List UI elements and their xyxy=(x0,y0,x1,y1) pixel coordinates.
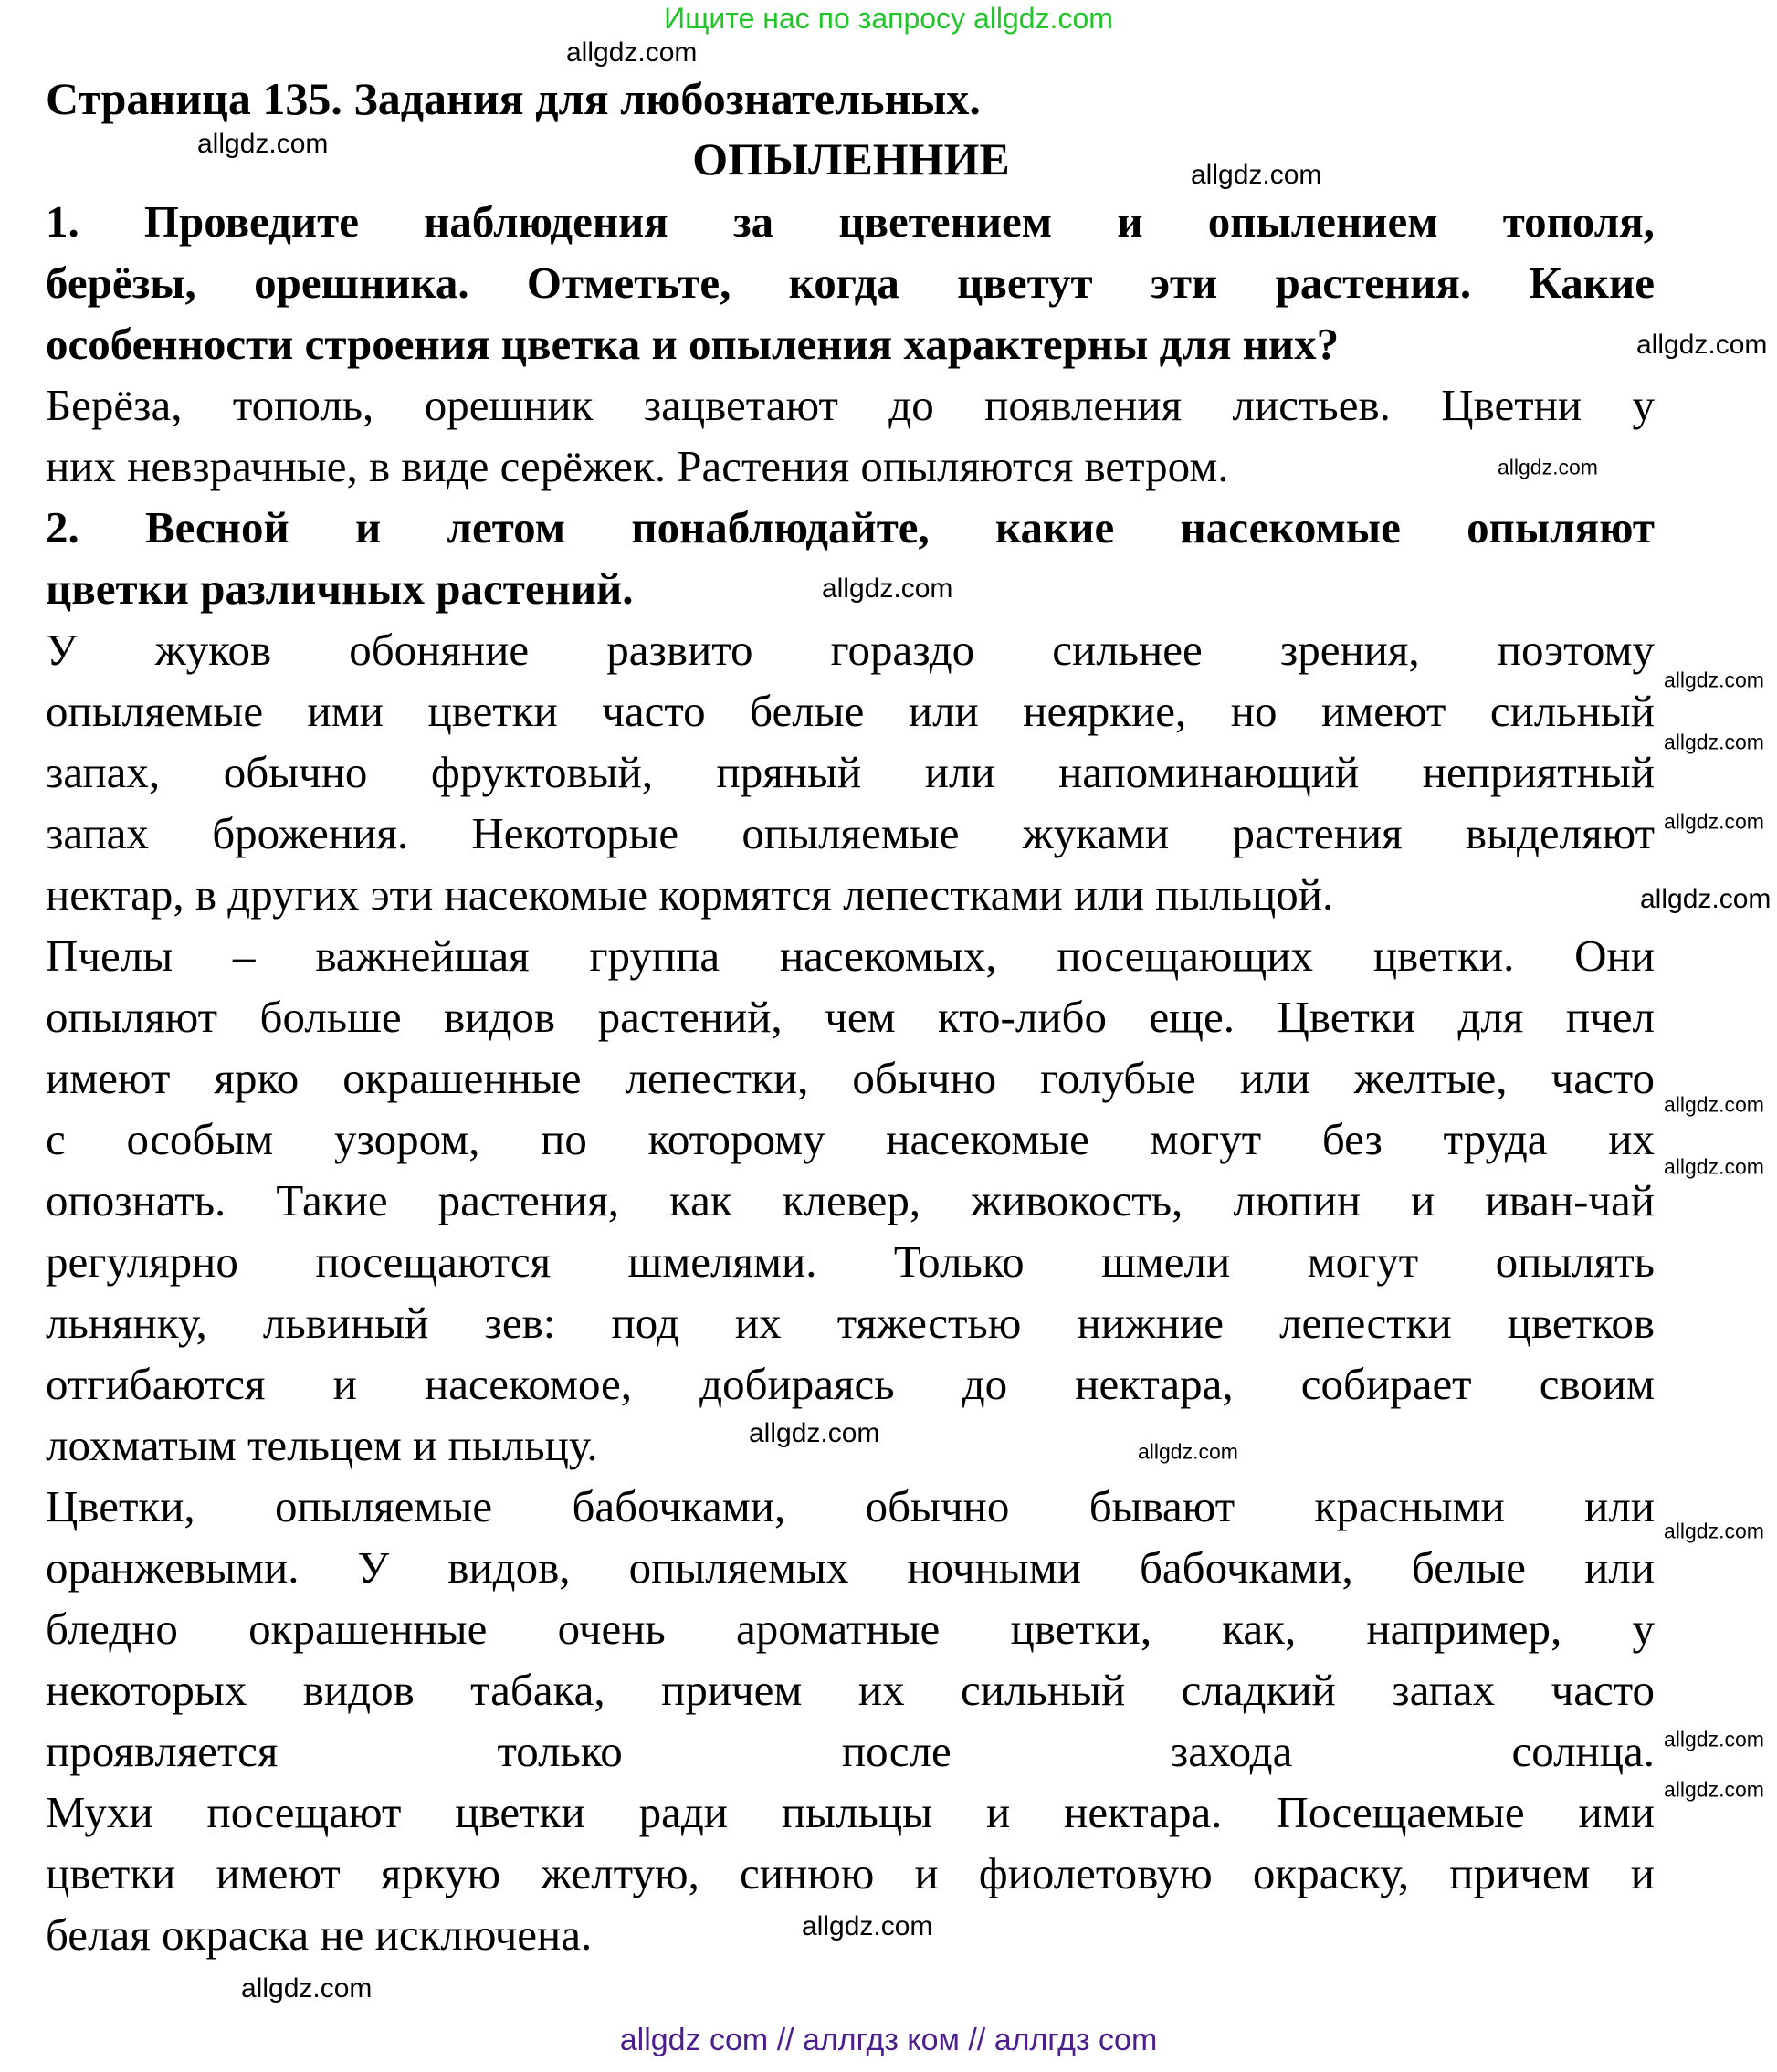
watermark: allgdz.com xyxy=(1664,1727,1764,1751)
text-line: запах брожения. Некоторые опыляемые жуками растения выделяют xyxy=(46,808,1655,858)
question-line: берёзы, орешника. Отметьте, когда цветут эти растения. Какие xyxy=(46,258,1655,308)
question-line: особенности строения цветка и опыления характерны для них? xyxy=(46,319,1340,369)
watermark: allgdz.com xyxy=(1664,730,1764,754)
text-line: нектар, в других эти насекомые кормятся лепестками или пыльцой. xyxy=(46,869,1334,920)
text-line: Берёза, тополь, орешник зацветают до появления листьев. Цветни у xyxy=(46,380,1655,430)
watermark: allgdz.com xyxy=(1636,330,1768,360)
text-line: проявляется только после захода солнца. xyxy=(46,1726,1655,1776)
text-line: бледно окрашенные очень ароматные цветки, как, например, у xyxy=(46,1604,1655,1654)
watermark: allgdz.com xyxy=(1664,1092,1764,1117)
document-body xyxy=(46,191,1655,1965)
watermark: allgdz.com xyxy=(566,37,698,68)
text-line: цветки имеют яркую желтую, синюю и фиолетовую окраску, причем и xyxy=(46,1848,1655,1898)
text-line: запах, обычно фруктовый, пряный или напоминающий неприятный xyxy=(46,747,1655,797)
watermark: allgdz.com xyxy=(1664,809,1764,834)
watermark: allgdz.com xyxy=(1664,1519,1764,1543)
text-line: опыляют больше видов растений, чем кто-либо еще. Цветки для пчел xyxy=(46,992,1655,1042)
watermark: allgdz.com xyxy=(802,1911,933,1941)
watermark: allgdz.com xyxy=(1664,668,1764,692)
text-line: с особым узором, по которому насекомые могут без труда их xyxy=(46,1114,1655,1164)
text-line: Цветки, опыляемые бабочками, обычно бывают красными или xyxy=(46,1481,1655,1531)
watermark: allgdz.com xyxy=(1498,455,1598,479)
question-line: цветки различных растений. xyxy=(46,563,634,614)
text-line: них невзрачные, в виде серёжек. Растения опыляются ветром. xyxy=(46,441,1229,491)
watermark: allgdz.com xyxy=(822,573,953,604)
text-line: оранжевыми. У видов, опыляемых ночными бабочками, белые или xyxy=(46,1542,1655,1593)
text-line: лохматым тельцем и пыльцу. xyxy=(46,1420,598,1470)
watermark: allgdz.com xyxy=(1640,884,1772,914)
text-line: регулярно посещаются шмелями. Только шмели могут опылять xyxy=(46,1236,1655,1287)
footer-links[interactable]: allgdz com // аллгдз ком // аллгдз com xyxy=(619,2023,1158,2057)
watermark: allgdz.com xyxy=(1138,1439,1238,1464)
text-line: Пчелы – важнейшая группа насекомых, посещающих цветки. Они xyxy=(46,931,1655,981)
question-line: 2. Весной и летом понаблюдайте, какие насекомые опыляют xyxy=(46,502,1655,552)
question-line: 1. Проведите наблюдения за цветением и опылением тополя, xyxy=(46,196,1655,247)
watermark: allgdz.com xyxy=(749,1418,880,1448)
watermark: allgdz.com xyxy=(1664,1154,1764,1179)
text-line: опознать. Такие растения, как клевер, живокость, люпин и иван-чай xyxy=(46,1175,1655,1225)
text-line: отгибаются и насекомое, добираясь до нектара, собирает своим xyxy=(46,1359,1655,1409)
text-line: У жуков обоняние развито гораздо сильнее зрения, поэтому xyxy=(46,625,1655,675)
page-title: Страница 135. Задания для любознательных. xyxy=(46,73,981,124)
text-line: имеют ярко окрашенные лепестки, обычно голубые или желтые, часто xyxy=(46,1053,1655,1103)
text-line: опыляемые ими цветки часто белые или неяркие, но имеют сильный xyxy=(46,686,1655,736)
text-line: Мухи посещают цветки ради пыльцы и нектара. Посещаемые ими xyxy=(46,1787,1655,1837)
search-banner[interactable]: Ищите нас по запросу allgdz.com xyxy=(664,2,1113,35)
watermark: allgdz.com xyxy=(197,129,329,159)
watermark: allgdz.com xyxy=(241,1973,373,2004)
watermark: allgdz.com xyxy=(1664,1777,1764,1802)
text-line: белая окраска не исключена. xyxy=(46,1909,593,1960)
text-line: льнянку, львиный зев: под их тяжестью нижние лепестки цветков xyxy=(46,1298,1655,1348)
text-line: некоторых видов табака, причем их сильный сладкий запах часто xyxy=(46,1665,1655,1715)
watermark: allgdz.com xyxy=(1191,160,1322,190)
section-heading: ОПЫЛЕННИЕ xyxy=(692,133,1010,184)
